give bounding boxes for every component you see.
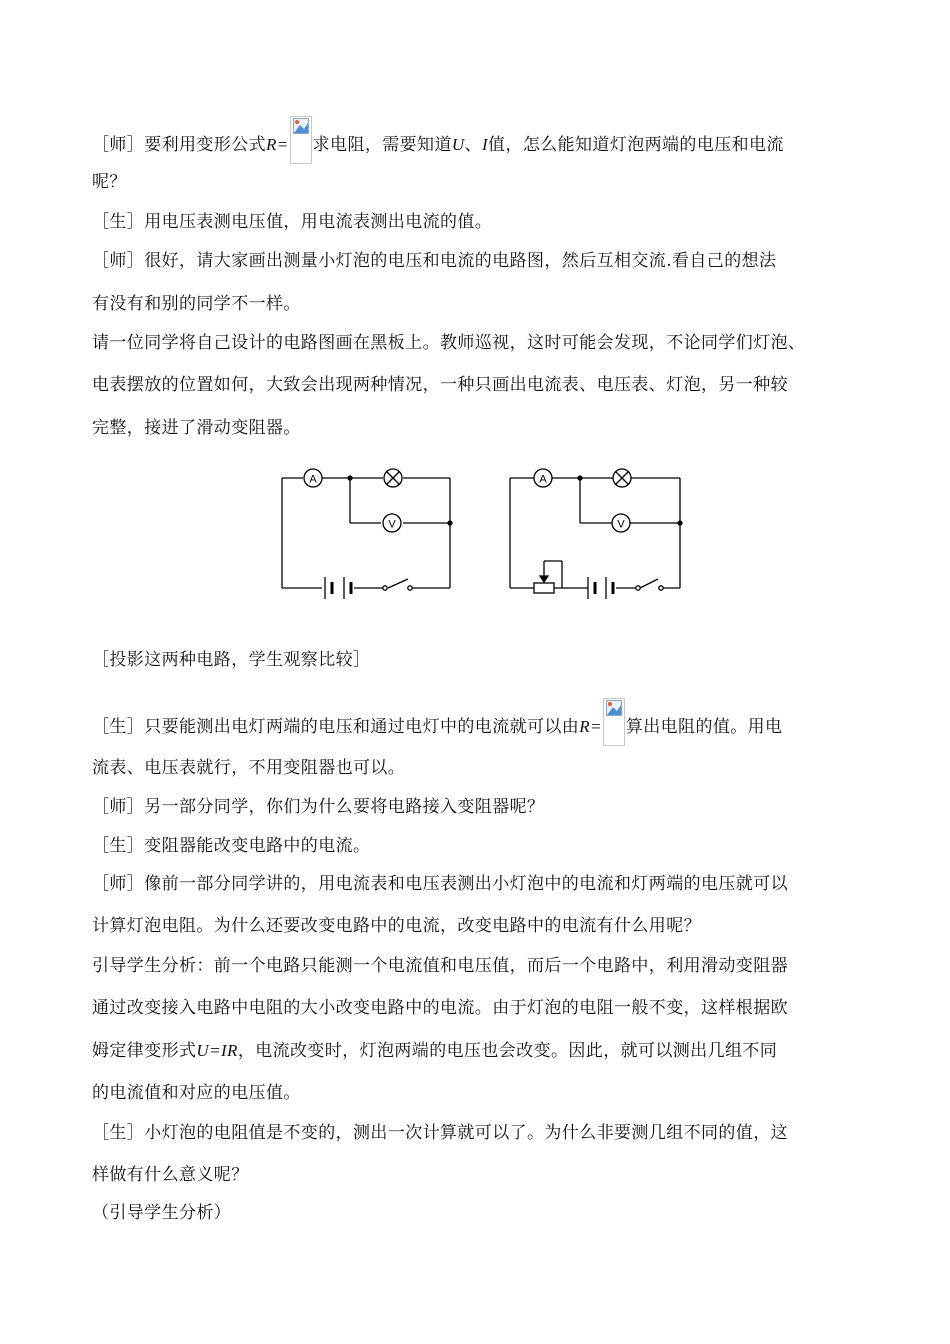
formula-image-placeholder <box>290 116 312 164</box>
paragraph-student-1: ［生］用电压表测电压值，用电流表测出电流的值。 <box>92 212 493 232</box>
ammeter-icon <box>304 469 322 487</box>
paragraph-teacher-formula <box>92 116 784 164</box>
paragraph-teacher-3: ［师］另一部分同学，你们为什么要将电路接入变阻器呢？ <box>92 797 545 817</box>
circuit-with-rheostat <box>510 469 682 599</box>
voltmeter-label: V <box>388 518 396 531</box>
paragraph-teacher-2: ［师］很好，请大家画出测量小灯泡的电压和电流的电路图，然后互相交流.看自己的想法 <box>92 251 777 271</box>
paragraph-projection: ［投影这两种电路，学生观察比较］ <box>92 650 371 670</box>
paragraph-line: 计算灯泡电阻。为什么还要改变电路中的电流，改变电路中的电流有什么用呢？ <box>92 916 701 936</box>
paragraph-line: 有没有和别的同学不一样。 <box>92 294 301 314</box>
text: 求电阻，需要知道 <box>312 135 452 155</box>
paragraph-line: 呢？ <box>92 172 127 192</box>
battery-icon <box>325 577 351 599</box>
lamp-icon <box>613 469 631 487</box>
paragraph-line: 的电流值和对应的电压值。 <box>92 1083 301 1103</box>
paragraph-line: 电表摆放的位置如何，大致会出现两种情况，一种只画出电流表、电压表、灯泡，另一种较 <box>92 375 788 395</box>
formula-r: R= <box>579 717 602 736</box>
paragraph-student-2 <box>92 698 782 746</box>
broken-image-icon <box>606 700 622 716</box>
ammeter-icon <box>534 469 552 487</box>
paragraph-line: 完整，接进了滑动变阻器。 <box>92 418 301 438</box>
text: ［生］只要能测出电灯两端的电压和通过电灯中的电流就可以由 <box>92 717 580 737</box>
ammeter-label: A <box>539 473 547 486</box>
paragraph-student-4: ［生］小灯泡的电阻值是不变的，测出一次计算就可以了。为什么非要测几组不同的值，这 <box>92 1123 788 1143</box>
text: ，电流改变时，灯泡两端的电压也会改变。因此，就可以测出几组不同 <box>237 1041 778 1061</box>
broken-image-icon <box>293 118 309 134</box>
switch-icon <box>383 586 412 590</box>
circuit-simple <box>282 469 452 599</box>
battery-icon <box>588 577 613 599</box>
text: 、 <box>464 135 482 155</box>
paragraph-guidance: （引导学生分析） <box>92 1203 232 1223</box>
text: 算出电阻的值。用电 <box>625 717 783 737</box>
paragraph-teacher-4: ［师］像前一部分同学讲的，用电流表和电压表测出小灯泡中的电流和灯两端的电压就可以 <box>92 874 788 894</box>
paragraph-line <box>92 1039 777 1063</box>
paragraph-line: 流表、电压表就行，不用变阻器也可以。 <box>92 758 406 778</box>
paragraph-line: 通过改变接入电路中电阻的大小改变电路中的电流。由于灯泡的电阻一般不变，这样根据欧 <box>92 998 788 1018</box>
paragraph-student-3: ［生］变阻器能改变电路中的电流。 <box>92 836 371 856</box>
text: ［师］要利用变形公式 <box>92 135 266 155</box>
voltmeter-icon <box>383 514 401 532</box>
circuit-diagrams <box>270 455 690 605</box>
var-u: U <box>451 135 465 154</box>
paragraph-analysis: 引导学生分析：前一个电路只能测一个电流值和电压值，而后一个电路中，利用滑动变阻器 <box>92 956 788 976</box>
paragraph-narration: 请一位同学将自己设计的电路图画在黑板上。教师巡视，这时可能会发现，不论同学们灯泡、 <box>92 333 806 353</box>
paragraph-line: 样做有什么意义呢？ <box>92 1165 249 1185</box>
formula-r: R= <box>266 135 289 154</box>
text: 姆定律变形式 <box>92 1041 197 1061</box>
voltmeter-label: V <box>617 518 625 531</box>
text: 值，怎么能知道灯泡两端的电压和电流 <box>488 135 784 155</box>
voltmeter-icon <box>612 514 630 532</box>
var-i: I <box>481 135 489 154</box>
switch-icon <box>636 586 663 590</box>
formula-image-placeholder <box>603 698 625 746</box>
formula-ohm: U=IR <box>196 1041 238 1060</box>
lamp-icon <box>384 469 402 487</box>
ammeter-label: A <box>309 473 317 486</box>
